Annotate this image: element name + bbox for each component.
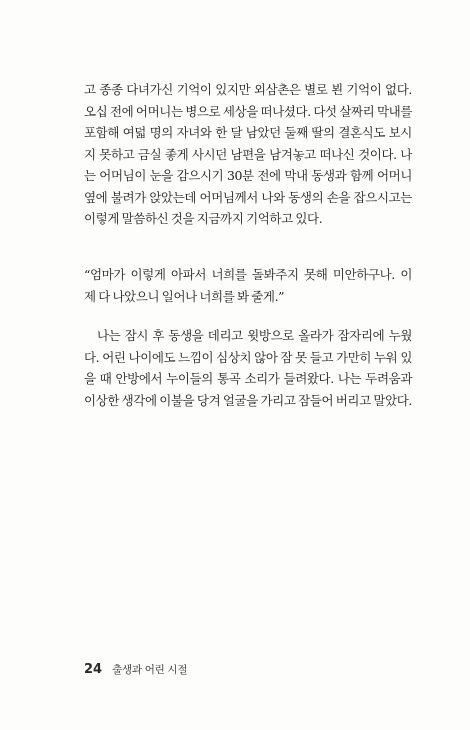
text-line: 오십 전에 어머니는 병으로 세상을 떠나셨다. 다섯 살짜리 막내를 [84, 103, 412, 119]
text-line: 을 때 안방에서 누이들의 통곡 소리가 들려왔다. 나는 두려움과 [84, 371, 412, 386]
text-line: 다. 어린 나이에도 느낌이 심상치 않아 잠 못 들고 가만히 누워 있 [84, 349, 412, 365]
text-line: 옆에 불려가 앉았는데 어머님께서 나와 동생의 손을 잡으시고는 [84, 189, 412, 205]
text-line: 나는 잠시 후 동생을 데리고 윗방으로 올라가 잠자리에 누웠 [97, 328, 412, 343]
paragraph-night [84, 325, 412, 411]
text-line: 이상한 생각에 이불을 당겨 얼굴을 가리고 잠들어 버리고 말았다. [84, 392, 412, 408]
chapter-title: 출생과 어린 시절 [112, 664, 188, 676]
text-line: “엄마가 이렇게 아파서 너희를 돌봐주지 못해 미안하구나. 이 [84, 267, 412, 282]
text-line: 이렇게 말씀하신 것을 지금까지 기억하고 있다. [84, 211, 323, 226]
text-line: 지 못하고 금실 좋게 사시던 남편을 남겨놓고 떠나신 것이다. 나 [84, 146, 412, 162]
quote-paragraph [84, 264, 412, 307]
text-line: 는 어머님이 눈을 감으시기 30분 전에 막내 동생과 함께 어머니 [84, 168, 412, 183]
text-line: 제 다 나았으니 일어나 너희를 봐 줄게.” [84, 288, 285, 304]
text-line: 포함해 여덟 명의 자녀와 한 달 남았던 둘째 딸의 결혼식도 보시 [84, 125, 412, 140]
paragraph-mother-death [84, 79, 412, 230]
text-line: 고 종종 다녀가신 기억이 있지만 외삼촌은 별로 뵌 기억이 없다. [84, 82, 412, 97]
page-number: 24 [84, 662, 103, 677]
page-footer [84, 658, 187, 677]
